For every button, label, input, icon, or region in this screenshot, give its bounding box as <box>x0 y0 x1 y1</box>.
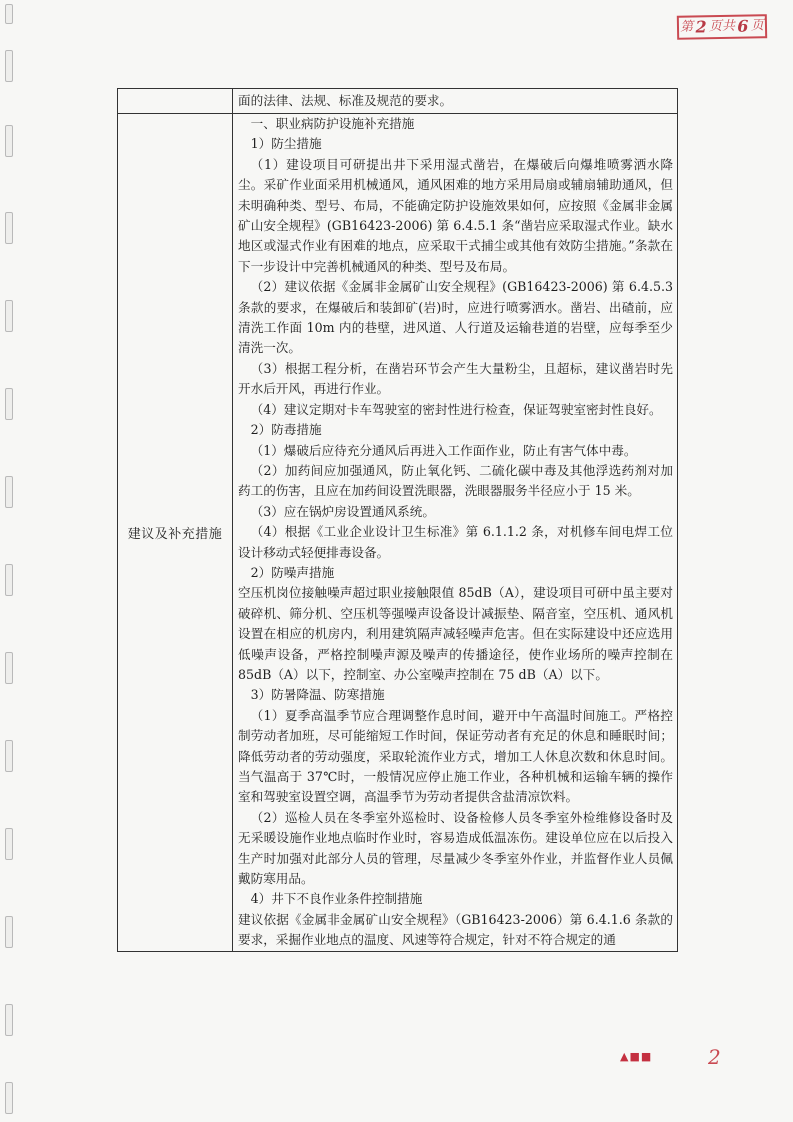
paragraph: 1）防尘措施 <box>250 136 322 152</box>
section-label: 建议及补充措施 <box>118 114 233 952</box>
binder-hole <box>5 300 13 332</box>
paragraph: 建议依据《金属非金属矿山安全规程》（GB16423-2006）第 6.4.1.6 条款的要求，采掘作业地点的温度、风速等符合规定，针对不符合规定的通 <box>238 911 673 948</box>
binder-hole <box>5 1082 13 1114</box>
paragraph: （1）爆破后应待充分通风后再进入工作面作业，防止有害气体中毒。 <box>250 442 637 458</box>
stamp-total: 6 <box>737 16 749 36</box>
stamp-middle: 页共 <box>708 18 736 35</box>
page-number: 2 <box>708 1045 721 1069</box>
paragraph: （1）夏季高温季节应合理调整作息时间，避开中午高温时间施工。严格控制劳动者加班，尽可能缩短工作时间，保证劳动者有充足的休息和睡眠时间；降低劳动者的劳动强度，采取轮流作业方式，增加工人休息次数和休息时间。当气温高于 37℃时，一般情况应停止施工作业，各种机械和运输车辆的操作室和驾驶室设置空调，高温季节为劳动者提供含盐清凉饮料。 <box>238 707 673 805</box>
binder-hole <box>5 4 13 24</box>
stamp-suffix: 页 <box>750 18 764 34</box>
paragraph: （1）建设项目可研提出井下采用湿式凿岩，在爆破后向爆堆喷雾洒水降尘。采矿作业面采用机械通风，通风困难的地方采用局扇或辅扇辅助通风，但未明确种类、型号、布局，不能确定防护设施效果如何，应按照《金属非金属矿山安全规程》(GB16423-2006) 第 6.4.5.1 条“凿岩应采取湿式作业。缺水地区或湿式作业有困难的地点，应采取干式捕尘或其他有效防尘措施。”条款在下一步设计中完善机械通风的种类、型号及布局。 <box>238 156 673 274</box>
binder-hole <box>5 740 13 772</box>
binder-hole <box>5 828 13 860</box>
binder-hole <box>5 652 13 684</box>
binder-hole <box>5 1004 13 1036</box>
binder-hole <box>5 564 13 596</box>
page-stamp <box>677 14 767 40</box>
paragraph: （4）建议定期对卡车驾驶室的密封性进行检查，保证驾驶室密封性良好。 <box>250 401 662 417</box>
measures-table <box>117 88 678 952</box>
stamp-prefix: 第 <box>680 19 694 35</box>
binder-hole <box>5 212 13 244</box>
paragraph: （2）建议依据《金属非金属矿山安全规程》(GB16423-2006) 第 6.4.5.3 条款的要求，在爆破后和装卸矿(岩)时，应进行喷雾洒水。凿岩、出碴前，应清洗工作面 10m 内的巷壁，进风道、人行道及运输巷道的岩壁，应每季至少清洗一次。 <box>238 279 673 356</box>
binder-hole <box>5 916 13 948</box>
table-row <box>118 89 678 114</box>
measures-content <box>233 114 678 952</box>
paragraph: （3）应在锅炉房设置通风系统。 <box>250 503 435 519</box>
paragraph: 一、职业病防护设施补充措施 <box>250 116 415 131</box>
paragraph: 空压机岗位接触噪声超过职业接触限值 85dB（A），建设项目可研中虽主要对破碎机、筛分机、空压机等强噪声设备设计减振垫、隔音室，空压机、通风机设置在相应的机房内，利用建筑隔声减轻噪声危害。但在实际建设中还应选用低噪声设备，严格控制噪声源及噪声的传播途径，使作业场所的噪声控制在 85dB（A）以下，控制室、办公室噪声控制在 75 dB（A）以下。 <box>238 585 673 682</box>
paragraph: （2）巡检人员在冬季室外巡检时、设备检修人员冬季室外检维修设备时及无采暖设施作业地点临时作业时，容易造成低温冻伤。建设单位应在以后投入生产时加强对此部分人员的管理，尽量减少冬季室外作业，并监督作业人员佩戴防寒用品。 <box>238 809 673 887</box>
footer-mark: ▲■■ <box>620 1050 653 1063</box>
paragraph: 3）防暑降温、防寒措施 <box>250 687 385 703</box>
paragraph: 2）防毒措施 <box>250 422 322 438</box>
paragraph: 2）防噪声措施 <box>250 564 335 580</box>
paragraph: （3）根据工程分析，在凿岩环节会产生大量粉尘，且超标，建议凿岩时先开水后开风，再进行作业。 <box>238 360 673 397</box>
binder-hole <box>5 50 13 82</box>
table-cell-empty <box>118 89 233 114</box>
top-row-text: 面的法律、法规、标准及规范的要求。 <box>233 89 678 114</box>
paragraph: 4）井下不良作业条件控制措施 <box>250 891 423 907</box>
paragraph: （4）根据《工业企业设计卫生标准》第 6.1.1.2 条，对机修车间电焊工位设计移动式轻便排毒设备。 <box>238 524 673 560</box>
binder-hole <box>5 388 13 420</box>
stamp-page: 2 <box>695 17 707 37</box>
table-row <box>118 114 678 952</box>
paragraph: （2）加药间应加强通风，防止氧化钙、二硫化碳中毒及其他浮选药剂对加药工的伤害，且应在加药间设置洗眼器，洗眼器服务半径应小于 15 米。 <box>238 462 673 499</box>
binder-hole <box>5 125 13 157</box>
binder-hole <box>5 476 13 508</box>
